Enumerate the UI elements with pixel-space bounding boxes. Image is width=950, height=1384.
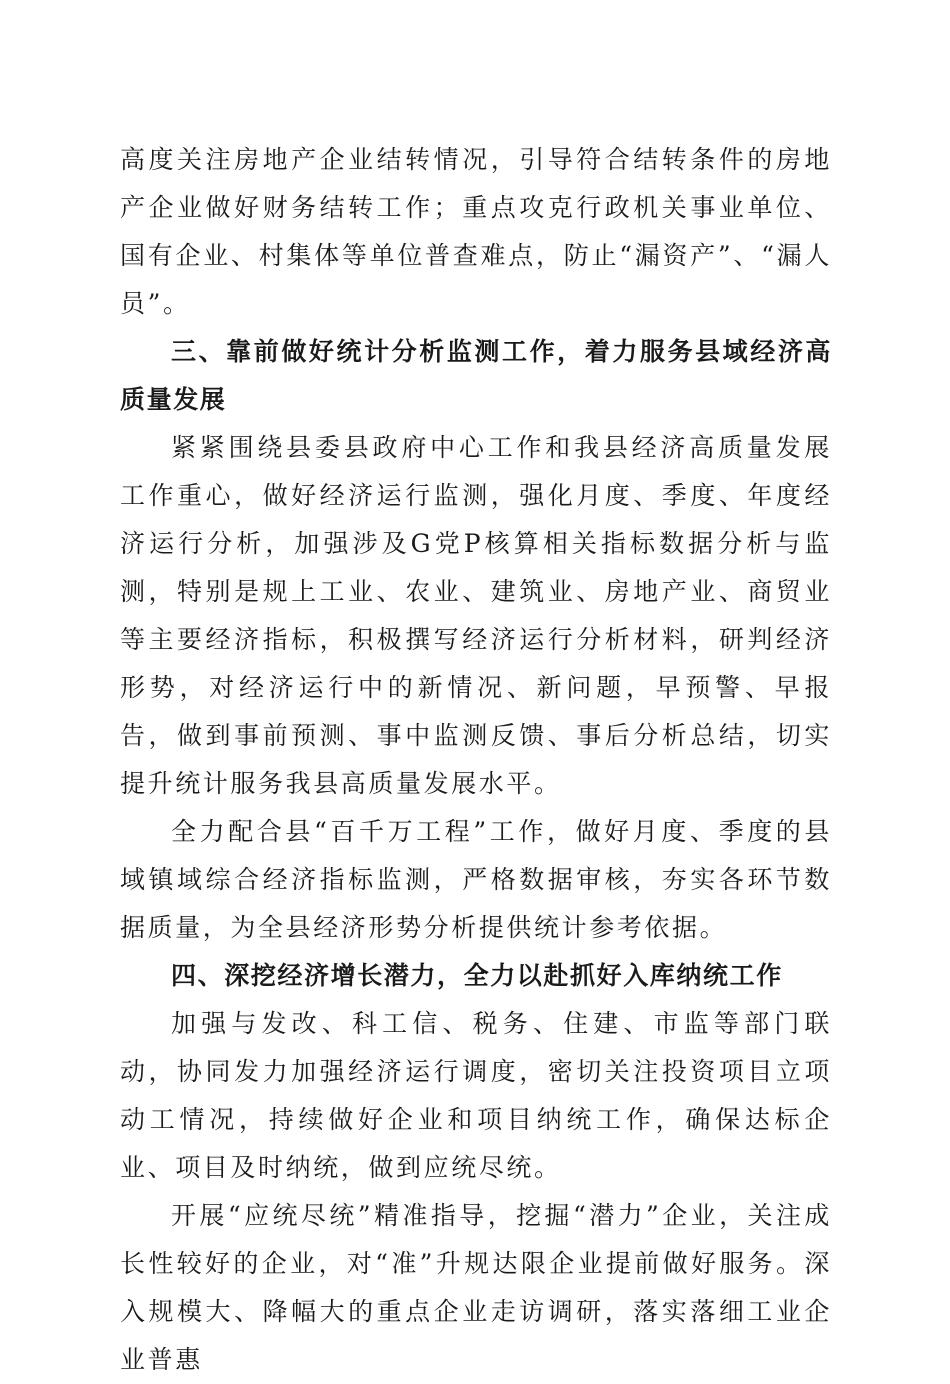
paragraph-guidance: 开展“应统尽统”精准指导，挖掘“潜力”企业，关注成长性较好的企业，对“准”升规达限企业提前做好服务。深入规模大、降幅大的重点企业走访调研，落实落细工业企业普惠 — [120, 1201, 832, 1374]
section-heading-4: 四、深挖经济增长潜力，全力以赴抓好入库纳统工作 — [171, 961, 783, 990]
paragraph-continuation: 高度关注房地产企业结转情况，引导符合结转条件的房地产企业做好财务结转工作；重点攻克行政机关事业单位、国有企业、村集体等单位普查难点，防止“漏资产”、“漏人员”。 — [120, 145, 832, 318]
section-heading-3: 三、靠前做好统计分析监测工作，着力服务县域经济高质量发展 — [120, 337, 832, 414]
paragraph-county-project: 全力配合县“百千万工程”工作，做好月度、季度的县域镇域综合经济指标监测，严格数据审核，夯实各环节数据质量，为全县经济形势分析提供统计参考依据。 — [120, 817, 832, 942]
paragraph-coordination: 加强与发改、科工信、税务、住建、市监等部门联动，协同发力加强经济运行调度，密切关注投资项目立项动工情况，持续做好企业和项目纳统工作，确保达标企业、项目及时纳统，做到应统尽统。 — [120, 1009, 832, 1182]
paragraph-monitoring: 紧紧围绕县委县政府中心工作和我县经济高质量发展工作重心，做好经济运行监测，强化月度、季度、年度经济运行分析，加强涉及G党P核算相关指标数据分析与监测，特别是规上工业、农业、建筑业、房地产业、商贸业等主要经济指标，积极撰写经济运行分析材料，研判经济形势，对经济运行中的新情况、新问题，早预警、早报告，做到事前预测、事中监测反馈、事后分析总结，切实提升统计服务我县高质量发展水平。 — [120, 433, 832, 798]
document-body — [120, 136, 832, 1384]
